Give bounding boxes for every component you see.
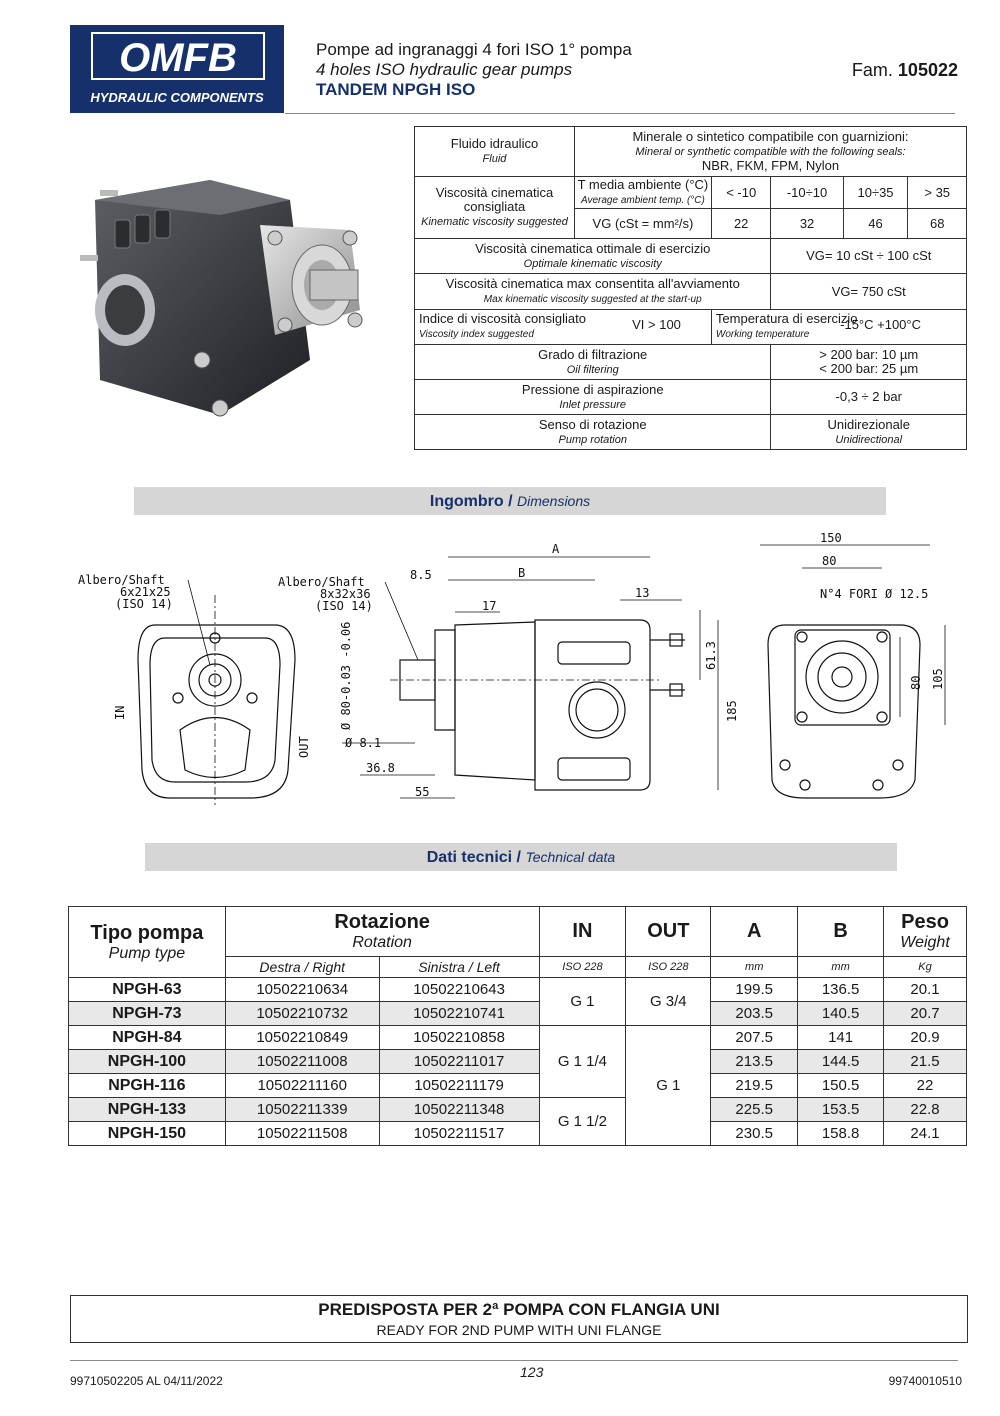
logo-wordmark — [90, 29, 266, 83]
page-number: 123 — [520, 1364, 544, 1380]
out-port: G 1 — [626, 1026, 711, 1146]
code-left: 10502211517 — [379, 1122, 539, 1146]
table-row — [69, 1098, 967, 1122]
dim-a-value: 219.5 — [711, 1074, 798, 1098]
dim-80-dia: Ø 80-0.03 -0.06 — [339, 621, 353, 730]
footer-note-it: PREDISPOSTA PER 2ª POMPA CON FLANGIA UNI — [318, 1300, 720, 1319]
pump-type: NPGH-63 — [69, 978, 226, 1002]
pump-type: NPGH-84 — [69, 1026, 226, 1050]
unit-weight: Kg — [884, 957, 967, 978]
logo-subtitle: HYDRAULIC COMPONENTS — [90, 90, 264, 105]
side-view — [278, 542, 739, 799]
pump-type: NPGH-133 — [69, 1098, 226, 1122]
unit-left: Sinistra / Left — [379, 957, 539, 978]
dim-a-value: 199.5 — [711, 978, 798, 1002]
dim-a: A — [552, 542, 560, 556]
filt-value-low: < 200 bar: 25 µm — [819, 361, 919, 376]
code-left: 10502210643 — [379, 978, 539, 1002]
spec-row-vi — [415, 310, 967, 345]
opt-value: VG= 10 cSt ÷ 100 cSt — [771, 239, 967, 274]
pump-type: NPGH-73 — [69, 1002, 226, 1026]
dim-36-8: 36.8 — [366, 761, 395, 775]
pump-type: NPGH-100 — [69, 1050, 226, 1074]
dim-80-v: 80 — [909, 675, 923, 690]
footer-note-en: READY FOR 2ND PUMP WITH UNI FLANGE — [376, 1322, 662, 1338]
vg-cell: 32 — [771, 209, 843, 239]
unit-a: mm — [711, 957, 798, 978]
technical-data-table — [68, 906, 967, 1146]
filt-label: Grado di filtrazione — [538, 346, 648, 362]
title-english: 4 holes ISO hydraulic gear pumps — [316, 60, 573, 79]
tech-header-row — [69, 907, 967, 957]
shaft1-line3: (ISO 14) — [115, 597, 173, 611]
code-right: 10502211508 — [225, 1122, 379, 1146]
shaft2-line3: (ISO 14) — [315, 599, 373, 613]
fluid-seals: NBR, FKM, FPM, Nylon — [701, 158, 840, 173]
header-rotation: Rotazione — [334, 911, 430, 933]
holes-label: N°4 FORI Ø 12.5 — [820, 587, 929, 601]
spec-row-fluid — [415, 127, 967, 177]
max-value: VG= 750 cSt — [771, 274, 967, 310]
wt-value: -15°C +100°C — [840, 317, 921, 332]
table-row — [69, 1050, 967, 1074]
footer-divider — [70, 1360, 958, 1361]
dimension-drawing — [60, 530, 960, 810]
temp-cell: -10÷10 — [771, 177, 843, 209]
dim-13: 13 — [635, 586, 650, 600]
fam-number: 105022 — [897, 60, 958, 80]
header-divider — [285, 113, 955, 114]
weight-value: 20.9 — [884, 1026, 967, 1050]
dim-b-value: 140.5 — [798, 1002, 884, 1026]
header-in: IN — [539, 907, 626, 957]
code-right: 10502210634 — [225, 978, 379, 1002]
pump-type: NPGH-150 — [69, 1122, 226, 1146]
visc-label-en: Kinematic viscosity suggested — [421, 216, 568, 228]
inlet-value: -0,3 ÷ 2 bar — [771, 380, 967, 415]
rot-value-en: Unidirectional — [835, 433, 903, 446]
unit-right: Destra / Right — [225, 957, 379, 978]
rear-view — [760, 531, 945, 798]
dim-a-value: 207.5 — [711, 1026, 798, 1050]
vi-label-en: Viscosity index suggested — [419, 329, 534, 340]
shaft1-line2: 6x21x25 — [120, 585, 171, 599]
dimensions-section-bar — [134, 487, 886, 515]
vg-cell: 22 — [711, 209, 771, 239]
dim-8-1: Ø 8.1 — [345, 736, 382, 750]
dim-185: 185 — [725, 700, 739, 722]
vg-cell: 68 — [908, 209, 967, 239]
family-code — [852, 60, 958, 81]
in-port: G 1 — [539, 978, 626, 1026]
dim-b-value: 144.5 — [798, 1050, 884, 1074]
visc-label: Viscosità cinematica consigliata — [435, 185, 554, 214]
pump-type: NPGH-116 — [69, 1074, 226, 1098]
wt-label: Temperatura di esercizio — [715, 311, 858, 326]
pump-product-image — [60, 160, 380, 430]
fluid-value: Minerale o sintetico compatibile con guarnizioni: — [632, 129, 909, 144]
shaft1-line1: Albero/Shaft — [78, 573, 165, 587]
header-out: OUT — [626, 907, 711, 957]
in-port: G 1 1/2 — [539, 1098, 626, 1146]
weight-value: 22 — [884, 1074, 967, 1098]
code-left: 10502210858 — [379, 1026, 539, 1050]
unit-out: ISO 228 — [626, 957, 711, 978]
header-type: Tipo pompa — [90, 921, 204, 944]
table-row — [69, 1002, 967, 1026]
unit-in: ISO 228 — [539, 957, 626, 978]
rot-label: Senso di rotazione — [538, 416, 647, 432]
dim-17: 17 — [482, 599, 497, 613]
table-row — [69, 1074, 967, 1098]
omfb-logo — [70, 25, 284, 113]
weight-value: 24.1 — [884, 1122, 967, 1146]
out-label: OUT — [297, 736, 311, 758]
shaft2-line1: Albero/Shaft — [278, 575, 365, 589]
rot-label-en: Pump rotation — [558, 433, 627, 446]
fluid-value-en: Mineral or synthetic compatible with the following seals: — [635, 146, 906, 158]
in-label: IN — [113, 705, 127, 720]
filt-label-en: Oil filtering — [566, 363, 619, 376]
vi-label: Indice di viscosità consigliato — [419, 311, 586, 326]
table-row — [69, 1026, 967, 1050]
header-title — [316, 40, 632, 100]
code-right: 10502211339 — [225, 1098, 379, 1122]
spec-table — [414, 126, 967, 450]
title-italian: Pompe ad ingranaggi 4 fori ISO 1° pompa — [316, 40, 632, 59]
max-label: Viscosità cinematica max consentita all'avviamento — [445, 275, 740, 291]
inlet-label-en: Inlet pressure — [559, 398, 627, 411]
header-a: A — [711, 907, 798, 957]
dim-a-value: 225.5 — [711, 1098, 798, 1122]
temp-label-en: Average ambient temp. (°C) — [580, 194, 705, 206]
wt-label-en: Working temperature — [715, 329, 810, 340]
code-right: 10502211008 — [225, 1050, 379, 1074]
spec-row-filter — [415, 345, 967, 380]
spec-row-optimal — [415, 239, 967, 274]
weight-value: 20.7 — [884, 1002, 967, 1026]
vg-label: VG (cSt = mm²/s) — [574, 209, 711, 239]
header-rotation-en: Rotation — [352, 934, 412, 951]
code-right: 10502210732 — [225, 1002, 379, 1026]
dim-105: 105 — [931, 668, 945, 690]
title-model: TANDEM NPGH ISO — [316, 80, 476, 99]
fam-label: Fam. — [851, 60, 893, 80]
temp-cell: > 35 — [908, 177, 967, 209]
fluid-label-en: Fluid — [482, 153, 507, 165]
technical-section-bar — [145, 843, 897, 871]
opt-label-en: Optimale kinematic viscosity — [523, 257, 662, 270]
in-port: G 1 1/4 — [539, 1026, 626, 1098]
dim-a-value: 230.5 — [711, 1122, 798, 1146]
filt-value-high: > 200 bar: 10 µm — [819, 347, 919, 362]
header-b: B — [798, 907, 884, 957]
dim-b-value: 153.5 — [798, 1098, 884, 1122]
header-type-en: Pump type — [108, 944, 186, 962]
spec-row-temp — [415, 177, 967, 209]
dim-b-value: 136.5 — [798, 978, 884, 1002]
dim-a-value: 203.5 — [711, 1002, 798, 1026]
technical-title-en: Technical data — [525, 849, 616, 865]
code-left: 10502210741 — [379, 1002, 539, 1026]
dim-61-3: 61.3 — [704, 641, 718, 670]
dimensions-title-en: Dimensions — [516, 493, 591, 509]
temp-label: T media ambiente (°C) — [577, 176, 709, 192]
vg-cell: 46 — [843, 209, 908, 239]
footer-note-box — [70, 1295, 968, 1343]
table-row — [69, 1122, 967, 1146]
unit-b: mm — [798, 957, 884, 978]
out-port: G 3/4 — [626, 978, 711, 1026]
spec-row-rotation — [415, 415, 967, 450]
rot-value: Unidirezionale — [827, 416, 910, 432]
temp-cell: < -10 — [711, 177, 771, 209]
dimensions-title: Ingombro / — [429, 493, 513, 510]
vi-value: VI > 100 — [632, 317, 681, 332]
spec-row-max — [415, 274, 967, 310]
dim-150: 150 — [820, 531, 842, 545]
code-left: 10502211179 — [379, 1074, 539, 1098]
front-view — [78, 573, 311, 805]
shaft2-line2: 8x32x36 — [320, 587, 371, 601]
max-label-en: Max kinematic viscosity suggested at the start-up — [483, 293, 702, 305]
dim-8-5: 8.5 — [410, 568, 432, 582]
logo-text: OMFB — [119, 36, 237, 80]
weight-value: 21.5 — [884, 1050, 967, 1074]
code-right: 10502211160 — [225, 1074, 379, 1098]
weight-value: 20.1 — [884, 978, 967, 1002]
temp-cell: 10÷35 — [843, 177, 908, 209]
dim-a-value: 213.5 — [711, 1050, 798, 1074]
footer-code-left: 99710502205 AL 04/11/2022 — [70, 1374, 223, 1388]
dim-b: B — [518, 566, 526, 580]
dim-b-value: 141 — [798, 1026, 884, 1050]
code-left: 10502211017 — [379, 1050, 539, 1074]
dim-b-value: 158.8 — [798, 1122, 884, 1146]
dim-55: 55 — [415, 785, 430, 799]
footer-code-right: 99740010510 — [888, 1374, 962, 1388]
code-left: 10502211348 — [379, 1098, 539, 1122]
header-weight-en: Weight — [900, 934, 950, 951]
header-weight: Peso — [901, 911, 949, 933]
dim-80-h: 80 — [822, 554, 837, 568]
fluid-label: Fluido idraulico — [450, 136, 539, 151]
table-row — [69, 978, 967, 1002]
dim-b-value: 150.5 — [798, 1074, 884, 1098]
weight-value: 22.8 — [884, 1098, 967, 1122]
code-right: 10502210849 — [225, 1026, 379, 1050]
opt-label: Viscosità cinematica ottimale di esercizio — [475, 240, 711, 256]
spec-row-inlet — [415, 380, 967, 415]
inlet-label: Pressione di aspirazione — [521, 381, 664, 397]
technical-title: Dati tecnici / — [426, 849, 521, 866]
